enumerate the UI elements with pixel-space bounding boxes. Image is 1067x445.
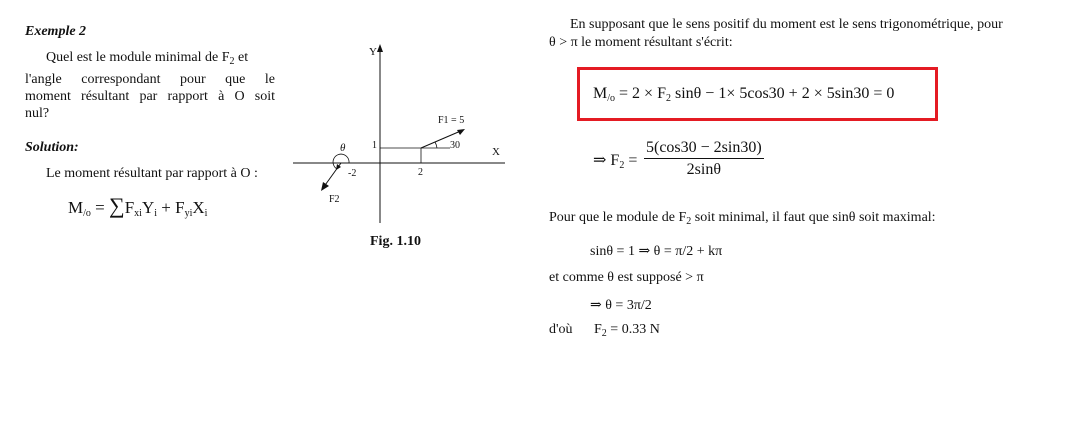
fraction-numerator: 5(cos30 − 2sin30) [644,139,764,159]
formula-sum: ∑ [109,193,125,218]
question-line-1-text: Quel est le module minimal de F [46,50,230,65]
minimal-text [549,210,936,227]
angle-30-arc [435,142,437,148]
formula-plus: + [157,198,176,217]
figure-caption: Fig. 1.10 [370,234,421,249]
f2-implies [593,150,637,171]
implies-f-sub: 2 [619,160,625,171]
formula-m: M [68,198,84,217]
boxed-eq-m-sub: /o [607,93,616,104]
question-line-2: l'angle correspondant pour que le [25,72,275,87]
f1-label: F1 = 5 [438,115,465,126]
implies-f: ⇒ F [593,152,620,169]
formula-y-sub: i [154,208,157,219]
formula-y: Y [141,198,155,217]
theta-line: ⇒ θ = 3π/2 [590,298,652,313]
tick-1: 1 [372,140,377,151]
minimal-text-a: Pour que le module de F [549,210,687,225]
tick-2: 2 [418,167,423,178]
f2-arrowhead [321,182,329,191]
result-value: = 0.33 N [606,322,660,337]
moment-formula [68,193,207,219]
example-title: Exemple 2 [25,24,87,39]
sin-line: sinθ = 1 ⇒ θ = π/2 + kπ [590,244,723,259]
intro-line-2: θ > π le moment résultant s'écrit: [549,35,733,50]
result-f-sub: 2 [601,328,607,339]
fraction-denominator: 2sinθ [686,161,722,178]
formula-fx: F [124,198,135,217]
result-line [594,322,660,339]
minimal-text-sub: 2 [686,216,692,227]
x-label: X [492,146,500,158]
question-line-1 [46,50,248,67]
angle-30-label: 30 [450,140,460,151]
intro-line-1: En supposant que le sens positif du moment est le sens trigonométrique, pour [570,17,1003,32]
theta-arc [333,154,349,169]
f2-label: F2 [329,194,340,205]
minimal-text-b: soit minimal, il faut que sinθ soit maximal: [691,210,936,225]
question-line-1-end: et [234,50,249,65]
boxed-eq-part-a: = 2 × F [615,85,666,102]
formula-fy: F [175,198,185,217]
question-line-3: moment résultant par rapport à O soit [25,89,275,104]
formula-eq: = [90,198,109,217]
boxed-eq-part-b: sinθ − 1× 5cos30 + 2 × 5sin30 = 0 [670,85,895,102]
formula-x: X [192,198,205,217]
y-axis-arrow [377,44,383,52]
result-f: F [594,322,602,337]
formula-fy-sub: yi [184,208,193,219]
formula-m-sub: /o [83,208,91,219]
figure-diagram [285,38,520,228]
y-label: Y [369,46,377,58]
comme-line: et comme θ est supposé > π [549,270,704,285]
boxed-eq-m: M [593,85,608,102]
question-line-4: nul? [25,106,50,121]
f2-fraction [644,139,764,179]
implies-eq: = [624,152,638,169]
theta-label: θ [340,142,346,154]
solution-text: Le moment résultant par rapport à O : [46,166,258,181]
solution-title: Solution: [25,140,79,155]
formula-fx-sub: xi [134,208,142,219]
theta-arc-arrow [336,164,341,170]
formula-x-sub: i [204,208,208,219]
dou-label: d'où [549,322,573,337]
tick-minus-2: -2 [348,168,357,179]
question-subscript: 2 [229,56,235,67]
f1-arrowhead [457,129,465,135]
boxed-eq-f-sub: 2 [665,93,671,104]
boxed-equation [593,85,894,104]
